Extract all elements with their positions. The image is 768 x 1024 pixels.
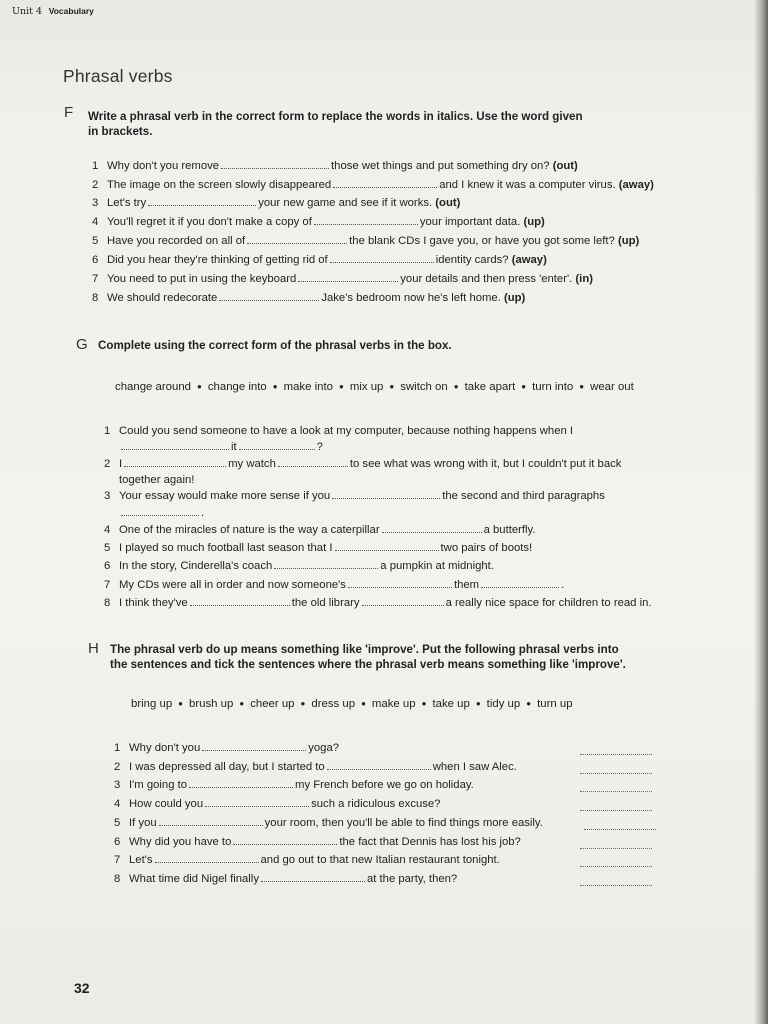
answer-blank[interactable] [124,458,226,467]
tick-blank[interactable] [584,828,656,830]
item-text: You need to put in using the keyboard [107,273,297,285]
bullet-icon: ● [361,699,366,709]
exercise-h-item-3 [114,779,474,791]
item-text: Let's [129,854,153,866]
given-word: (up) [617,235,640,247]
item-text: Let's try [107,197,147,209]
item-text: Your essay would make more sense if you [119,490,331,502]
exercise-f-item-4 [92,216,545,228]
answer-blank[interactable] [121,441,229,450]
item-text: One of the miracles of nature is the way a caterpillar [119,524,380,536]
exercise-f-instruction [88,110,583,139]
answer-blank[interactable] [190,597,290,606]
bullet-icon: ● [197,382,202,392]
page-number: 32 [74,980,90,996]
exercise-g-letter: G [76,336,88,353]
answer-blank[interactable] [382,524,482,533]
exercise-f-item-5 [92,235,639,247]
item-text: your details and then press 'enter'. [400,273,573,285]
item-text: Why did you have to [129,836,232,848]
bullet-icon: ● [272,382,278,392]
exercise-h-item-1 [114,742,339,754]
answer-blank[interactable] [261,873,365,882]
given-word: (away) [618,179,654,191]
item-text: Have you recorded on all of [107,235,246,247]
box-word: brush up [189,698,234,710]
exercise-h-word-box [131,698,573,710]
item-text: your new game and see if it works. [258,197,433,209]
page-title: Phrasal verbs [63,66,173,86]
exercise-f-item-2 [92,179,654,191]
answer-blank[interactable] [239,441,315,450]
item-text: the old library [291,597,360,609]
item-text: Could you send someone to have a look at my computer, because nothing happens when I [119,425,574,437]
item-text: I'm going to [129,779,188,791]
box-word: turn up [537,698,573,710]
item-number: 2 [114,761,121,773]
section-label: Vocabulary [48,6,94,16]
exercise-g-item-7 [104,579,564,591]
item-number: 7 [114,854,121,866]
exercise-h-item-5 [114,817,543,829]
answer-blank[interactable] [481,579,559,588]
exercise-g-item-5 [104,542,532,554]
item-number: 1 [92,160,99,172]
exercise-g-item-1-cont [119,441,323,453]
box-word: mix up [349,381,384,393]
item-text: I think they've [119,597,188,609]
bullet-icon: ● [521,382,527,392]
item-text: identity cards? [435,254,509,266]
item-text: . [561,579,565,591]
item-text: the second and third paragraphs [442,490,605,502]
exercise-h-item-7 [114,854,500,866]
item-number: 4 [114,798,121,810]
item-number: 8 [92,292,99,304]
item-text: my watch [228,458,276,470]
answer-blank[interactable] [205,798,309,807]
given-word: (up) [523,216,545,228]
item-text: Did you hear they're thinking of getting rid of [107,254,328,266]
box-word: switch on [400,381,448,393]
answer-blank[interactable] [332,490,440,499]
bullet-icon: ● [421,699,427,709]
answer-blank[interactable] [219,292,319,301]
exercise-g-item-6 [104,560,494,572]
bullet-icon: ● [239,699,245,709]
exercise-f-letter: F [64,104,74,121]
answer-blank[interactable] [247,235,347,244]
exercise-f-item-7 [92,273,593,285]
item-number: 1 [114,742,121,754]
item-number: 5 [114,817,121,829]
answer-blank[interactable] [330,254,434,263]
item-text: and go out to that new Italian restaurant tonight. [260,854,500,866]
bullet-icon: ● [339,382,344,392]
exercise-f-item-6 [92,254,547,266]
given-word: (out) [435,197,461,209]
box-word: cheer up [250,698,295,710]
item-number: 5 [92,235,99,247]
exercise-h-item-8 [114,873,457,885]
answer-blank[interactable] [148,197,256,206]
item-text: at the party, then? [366,873,458,885]
bullet-icon: ● [453,382,459,392]
exercise-g-item-2-cont: together again! [119,474,195,486]
item-number: 7 [92,273,99,285]
item-number: 7 [104,579,111,591]
bullet-icon: ● [526,699,532,709]
tick-blank[interactable] [580,847,652,849]
given-word: (in) [575,273,593,285]
answer-blank[interactable] [155,854,259,863]
item-text: What time did Nigel finally [129,873,259,885]
item-number: 3 [92,197,99,209]
instruction-line: Write a phrasal verb in the correct form to replace the words in italics. Use the word given [88,110,583,123]
item-text: my French before we go on holiday. [295,779,474,791]
exercise-g-item-4 [104,524,536,536]
item-text: such a ridiculous excuse? [311,798,441,810]
item-text: them [453,579,480,591]
instruction-line: in brackets. [88,124,153,138]
answer-blank[interactable] [333,179,437,188]
item-text: a pumpkin at midnight. [380,560,494,572]
item-number: 6 [114,836,121,848]
bullet-icon: ● [389,382,395,392]
box-word: tidy up [486,698,521,710]
item-text: You'll regret it if you don't make a copy of [107,216,312,228]
bullet-icon: ● [475,699,481,709]
item-text: two pairs of boots! [440,542,533,554]
exercise-g-word-box [115,381,634,393]
box-word: wear out [590,381,634,393]
item-text: If you [129,817,157,829]
item-number: 4 [92,216,99,228]
exercise-g-item-3-cont [119,507,204,519]
answer-blank[interactable] [202,742,306,751]
answer-blank[interactable] [314,216,418,225]
item-text: I [119,458,123,470]
bullet-icon: ● [178,699,184,709]
exercise-f-item-8 [92,292,525,304]
item-text: the blank CDs I gave you, or have you got some left? [349,235,615,247]
answer-blank[interactable] [348,579,452,588]
item-text: I played so much football last season that I [119,542,333,554]
exercise-g-instruction: Complete using the correct form of the phrasal verbs in the box. [98,339,452,352]
exercise-h-item-2 [114,761,517,773]
item-text: when I saw Alec. [432,761,517,773]
instruction-line: The phrasal verb do up means something like 'improve'. Put the following phrasal verbs into [110,643,619,656]
item-number: 4 [104,524,111,536]
given-word: (out) [552,160,578,172]
exercise-g-item-2 [104,458,621,470]
box-word: change into [207,381,267,393]
item-text: a really nice space for children to read in. [445,597,652,609]
item-text: The image on the screen slowly disappeared [107,179,332,191]
bullet-icon: ● [579,382,585,392]
item-number: 1 [104,425,111,437]
tick-blank[interactable] [580,865,652,867]
answer-blank[interactable] [362,597,444,606]
answer-blank[interactable] [189,779,293,788]
bullet-icon: ● [300,699,306,709]
item-text: . [201,507,205,519]
given-word: (away) [511,254,547,266]
item-number: 2 [104,458,111,470]
item-text: My CDs were all in order and now someone's [119,579,346,591]
item-number: 2 [92,179,99,191]
exercise-h-letter: H [88,640,99,657]
answer-blank[interactable] [159,817,263,826]
box-word: dress up [311,698,356,710]
item-text: yoga? [308,742,340,754]
tick-blank[interactable] [580,809,652,811]
box-word: make into [283,381,333,393]
item-text: those wet things and put something dry on? [331,160,550,172]
page-edge-shadow [754,0,768,1024]
box-word: take apart [464,381,516,393]
box-word: bring up [131,698,173,710]
tick-blank[interactable] [580,790,652,792]
answer-blank[interactable] [233,836,337,845]
unit-label: Unit 4 [12,6,43,17]
tick-blank[interactable] [580,772,652,774]
exercise-h-item-4 [114,798,440,810]
item-text: your room, then you'll be able to find things more easily. [264,817,543,829]
answer-blank[interactable] [221,160,329,169]
item-number: 8 [114,873,121,885]
exercise-f-item-3 [92,197,460,209]
exercise-h-instruction [110,643,626,672]
item-text: to see what was wrong with it, but I couldn't put it back [349,458,622,470]
answer-blank[interactable] [278,458,348,467]
box-word: take up [432,698,470,710]
item-text: Why don't you remove [107,160,220,172]
tick-blank[interactable] [580,753,652,755]
tick-blank[interactable] [580,884,652,886]
item-text: Jake's bedroom now he's left home. [321,292,501,304]
item-number: 3 [104,490,111,502]
exercise-f-item-1 [92,160,578,172]
exercise-h-item-6 [114,836,521,848]
answer-blank[interactable] [121,507,199,516]
item-text: I was depressed all day, but I started to [129,761,325,773]
item-number: 5 [104,542,111,554]
instruction-line: the sentences and tick the sentences where the phrasal verb means something like 'improve'. [110,657,626,671]
answer-blank[interactable] [274,560,378,569]
given-word: (up) [503,292,526,304]
item-text: We should redecorate [107,292,218,304]
exercise-g-item-3 [104,490,605,502]
item-number: 6 [92,254,99,266]
item-text: your important data. [419,216,521,228]
box-word: change around [115,381,192,393]
item-text: the fact that Dennis has lost his job? [339,836,521,848]
running-header [12,6,94,17]
answer-blank[interactable] [335,542,439,551]
exercise-g-item-1 [104,425,573,437]
item-text: a butterfly. [483,524,536,536]
answer-blank[interactable] [327,761,431,770]
box-word: turn into [532,381,574,393]
item-text: ? [316,441,323,453]
item-text: Why don't you [129,742,201,754]
item-text: it [231,441,237,453]
item-number: 3 [114,779,121,791]
answer-blank[interactable] [298,273,398,282]
exercise-g-item-8 [104,597,652,609]
item-text: In the story, Cinderella's coach [119,560,273,572]
item-text: How could you [129,798,204,810]
item-number: 6 [104,560,111,572]
box-word: make up [371,698,416,710]
item-text: and I knew it was a computer virus. [439,179,616,191]
item-number: 8 [104,597,111,609]
